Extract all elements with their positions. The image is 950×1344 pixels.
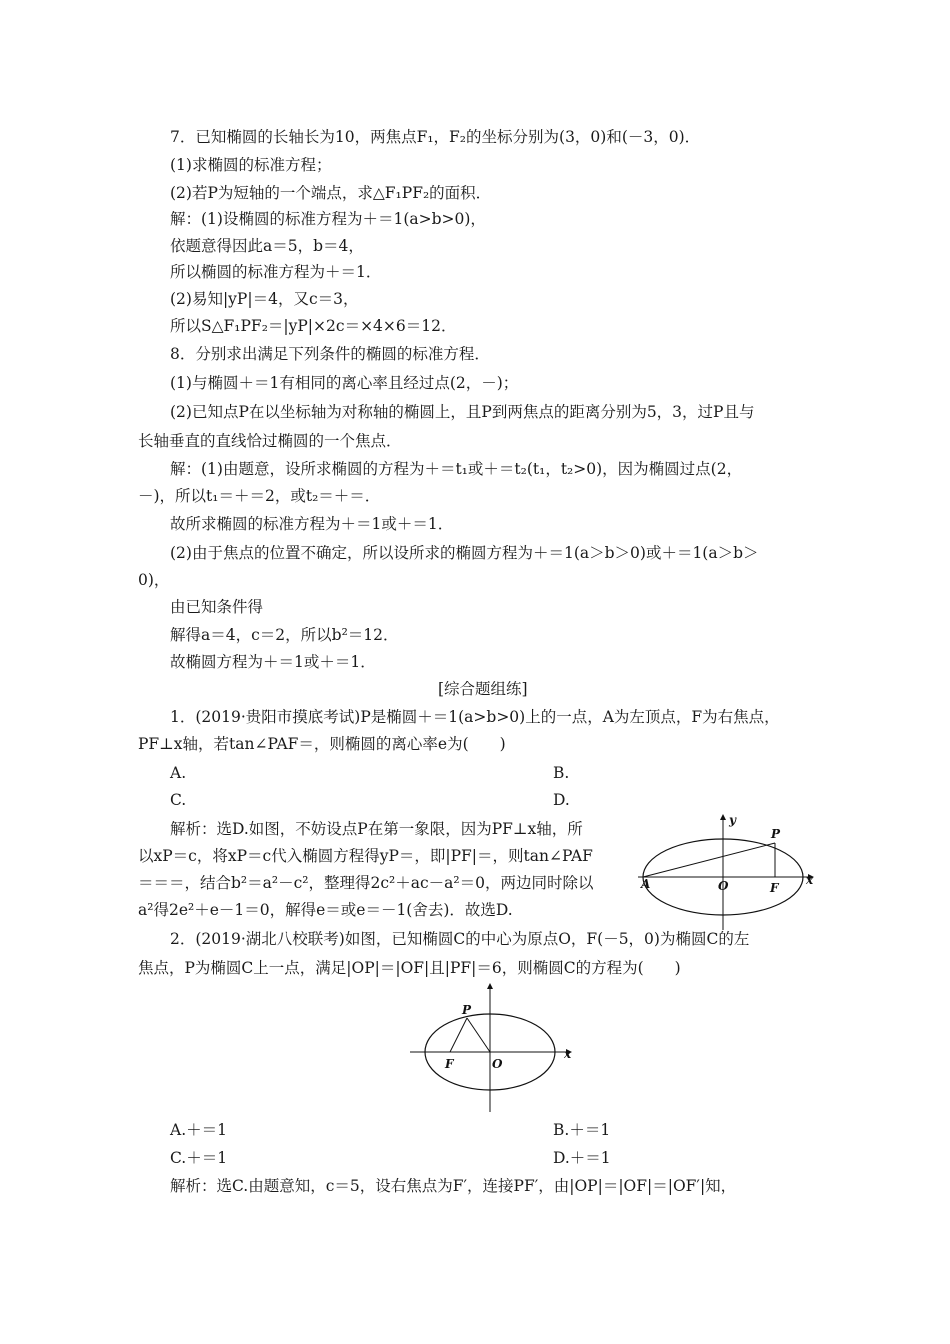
problem-7-stem: 7．已知椭圆的长轴长为10，两焦点F₁，F₂的坐标分别为(3，0)和(－3，0)． bbox=[170, 128, 701, 146]
segment-fp bbox=[450, 1018, 467, 1052]
problem-8-question-1: (1)与椭圆＋＝1有相同的离心率且经过点(2，－)； bbox=[170, 374, 519, 392]
exercise-2-stem: 2．(2019·湖北八校联考)如图，已知椭圆C的中心为原点O，F(－5，0)为椭圆C的左 bbox=[170, 930, 750, 948]
segment-po bbox=[467, 1018, 490, 1052]
y-axis-arrow-icon bbox=[487, 983, 493, 989]
problem-8-question-2: 长轴垂直的直线恰过椭圆的一个焦点． bbox=[138, 432, 402, 450]
point-f-label: F bbox=[445, 1057, 454, 1071]
problem-7-solution-line: 解：(1)设椭圆的标准方程为＋＝1(a>b>0)， bbox=[170, 210, 486, 228]
problem-8-solution-line: 故椭圆方程为＋＝1或＋＝1． bbox=[170, 653, 376, 671]
y-axis-arrow-icon bbox=[720, 814, 726, 820]
section-title: [综合题组练] bbox=[438, 680, 528, 698]
point-p-label: P bbox=[462, 1003, 472, 1017]
problem-8-question-2: (2)已知点P在以坐标轴为对称轴的椭圆上，且P到两焦点的距离分别为5，3，过P且与 bbox=[170, 403, 755, 421]
exercise-1-analysis-line: 以xP＝c，将xP＝c代入椭圆方程得yP＝，即|PF|＝，则tan∠PAF bbox=[138, 847, 593, 865]
exercise-1-analysis-line: 解析：选D.如图，不妨设点P在第一象限，因为PF⊥x轴，所 bbox=[170, 820, 583, 838]
ellipse-figure-1 bbox=[638, 812, 818, 932]
problem-7-solution-line: (2)易知|yP|＝4，又c＝3， bbox=[170, 290, 359, 308]
problem-8-solution-line: －)，所以t₁＝＋＝2，或t₂＝＋＝． bbox=[138, 487, 381, 505]
point-p-label: P bbox=[771, 827, 781, 841]
exercise-1-analysis-line: a²得2e²＋e－1＝0，解得e＝或e＝－1(舍去)．故选D. bbox=[138, 901, 513, 919]
exercise-1-option-a: A. bbox=[170, 764, 187, 782]
point-f-label: F bbox=[770, 881, 779, 895]
exercise-2-option-d: D.＋＝1 bbox=[553, 1149, 611, 1167]
origin-label: O bbox=[492, 1057, 503, 1071]
exercise-1-analysis-line: ＝＝＝，结合b²＝a²－c²，整理得2c²＋ac－a²＝0，两边同时除以 bbox=[138, 874, 594, 892]
exercise-2-analysis-line: 解析：选C.由题意知，c＝5，设右焦点为F′，连接PF′，由|OP|＝|OF|＝|OF′|知， bbox=[170, 1177, 737, 1195]
segment-ap bbox=[643, 843, 775, 877]
exercise-1-option-c: C. bbox=[170, 791, 187, 809]
exercise-1-option-b: B. bbox=[553, 764, 570, 782]
exercise-2-option-a: A.＋＝1 bbox=[170, 1121, 227, 1139]
x-axis-label: x bbox=[806, 873, 814, 887]
ellipse-figure-2 bbox=[408, 980, 578, 1115]
exercise-2-option-c: C.＋＝1 bbox=[170, 1149, 228, 1167]
problem-8-solution-line: 解得a＝4，c＝2，所以b²＝12． bbox=[170, 626, 399, 644]
problem-7-solution-line: 所以椭圆的标准方程为＋＝1． bbox=[170, 263, 382, 281]
ellipse-figure-1-svg bbox=[638, 812, 818, 932]
origin-label: O bbox=[718, 879, 729, 893]
exercise-2-stem: 焦点，P为椭圆C上一点，满足|OP|＝|OF|且|PF|＝6，则椭圆C的方程为( ) bbox=[138, 959, 681, 977]
problem-8-stem: 8．分别求出满足下列条件的椭圆的标准方程． bbox=[170, 345, 490, 363]
x-axis-label: x bbox=[564, 1047, 572, 1061]
exercise-1-stem: PF⊥x轴，若tan∠PAF＝，则椭圆的离心率e为( ) bbox=[138, 735, 506, 753]
problem-7-solution-line: 所以S△F₁PF₂＝|yP|×2c＝×4×6＝12． bbox=[170, 317, 457, 335]
y-axis-label: y bbox=[729, 813, 736, 827]
ellipse-figure-2-svg bbox=[408, 980, 578, 1115]
exercise-2-option-b: B.＋＝1 bbox=[553, 1121, 611, 1139]
problem-8-solution-line: 解：(1)由题意，设所求椭圆的方程为＋＝t₁或＋＝t₂(t₁，t₂>0)，因为椭圆过点(2， bbox=[170, 460, 743, 478]
problem-7-question-2: (2)若P为短轴的一个端点，求△F₁PF₂的面积． bbox=[170, 184, 492, 202]
exercise-1-option-d: D. bbox=[553, 791, 570, 809]
problem-8-solution-line: (2)由于焦点的位置不确定，所以设所求的椭圆方程为＋＝1(a＞b＞0)或＋＝1(a＞b＞ bbox=[170, 544, 759, 562]
point-a-label: A bbox=[641, 877, 651, 891]
problem-8-solution-line: 故所求椭圆的标准方程为＋＝1或＋＝1． bbox=[170, 515, 454, 533]
problem-7-question-1: (1)求椭圆的标准方程； bbox=[170, 156, 332, 174]
problem-8-solution-line: 由已知条件得 bbox=[170, 598, 264, 616]
problem-7-solution-line: 依题意得因此a＝5，b＝4， bbox=[170, 237, 364, 255]
problem-8-solution-line: 0)， bbox=[138, 571, 170, 589]
exercise-1-stem: 1．(2019·贵阳市摸底考试)P是椭圆＋＝1(a>b>0)上的一点，A为左顶点，F为右焦点， bbox=[170, 708, 780, 726]
